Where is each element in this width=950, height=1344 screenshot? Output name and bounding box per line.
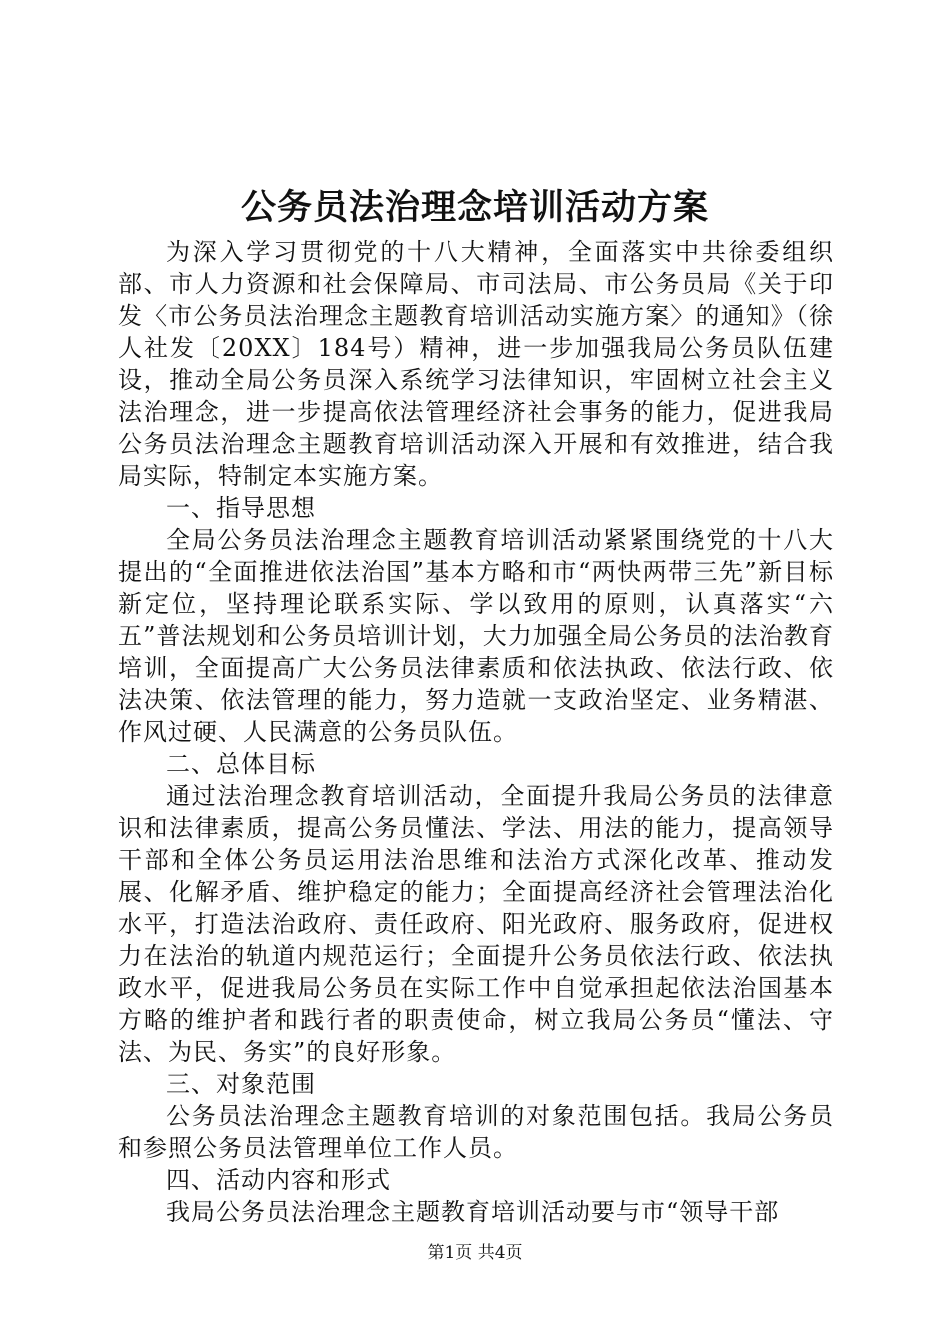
section-text-activity-content: 我局公务员法治理念主题教育培训活动要与市“领导干部 [166, 1198, 780, 1226]
section-heading-overall-goal: 二、总体目标 [166, 750, 316, 778]
page-number-footer: 第1页 共4页 [427, 1243, 523, 1263]
section-text-overall-goal: 通过法治理念教育培训活动，全面提升我局公务员的法律意识和法律素质，提高公务员懂法、学法、用法的能力，提高领导干部和全体公务员运用法治思维和法治方式深化改革、推动发展、化解矛盾、维护稳定的能力；全面提高经济社会管理法治化水平，打造法治政府、责任政府、阳光政府、服务政府，促进权力在法治的轨道内规范运行；全面提升公务员依法行政、依法执政水平，促进我局公务员在实际工作中自觉承担起依法治国基本方略的维护者和践行者的职责使命，树立我局公务员“懂法、守法、为民、务实”的良好形象。 [118, 782, 834, 1066]
section-text-guiding-ideology: 全局公务员法治理念主题教育培训活动紧紧围绕党的十八大提出的“全面推进依法治国”基本方略和市“两快两带三先”新目标新定位，坚持理论联系实际、学以致用的原则，认真落实“六五”普法规划和公务员培训计划，大力加强全局公务员的法治教育培训，全面提高广大公务员法律素质和依法执政、依法行政、依法决策、依法管理的能力，努力造就一支政治坚定、业务精湛、作风过硬、人民满意的公务员队伍。 [118, 526, 834, 746]
intro-paragraph: 为深入学习贯彻党的十八大精神，全面落实中共徐委组织部、市人力资源和社会保障局、市司法局、市公务员局《关于印发〈市公务员法治理念主题教育培训活动实施方案〉的通知》（徐人社发〔20XX〕184号）精神，进一步加强我局公务员队伍建设，推动全局公务员深入系统学习法律知识，牢固树立社会主义法治理念，进一步提高依法管理经济社会事务的能力，促进我局公务员法治理念主题教育培训活动深入开展和有效推进，结合我局实际，特制定本实施方案。 [118, 238, 834, 490]
section-heading-guiding-ideology: 一、指导思想 [166, 494, 316, 522]
document-title: 公务员法治理念培训活动方案 [240, 187, 709, 228]
document-body [118, 236, 834, 1228]
section-text-target-scope: 公务员法治理念主题教育培训的对象范围包括。我局公务员和参照公务员法管理单位工作人员。 [118, 1102, 834, 1162]
section-heading-target-scope: 三、对象范围 [166, 1070, 316, 1098]
section-heading-activity-content: 四、活动内容和形式 [166, 1166, 391, 1194]
